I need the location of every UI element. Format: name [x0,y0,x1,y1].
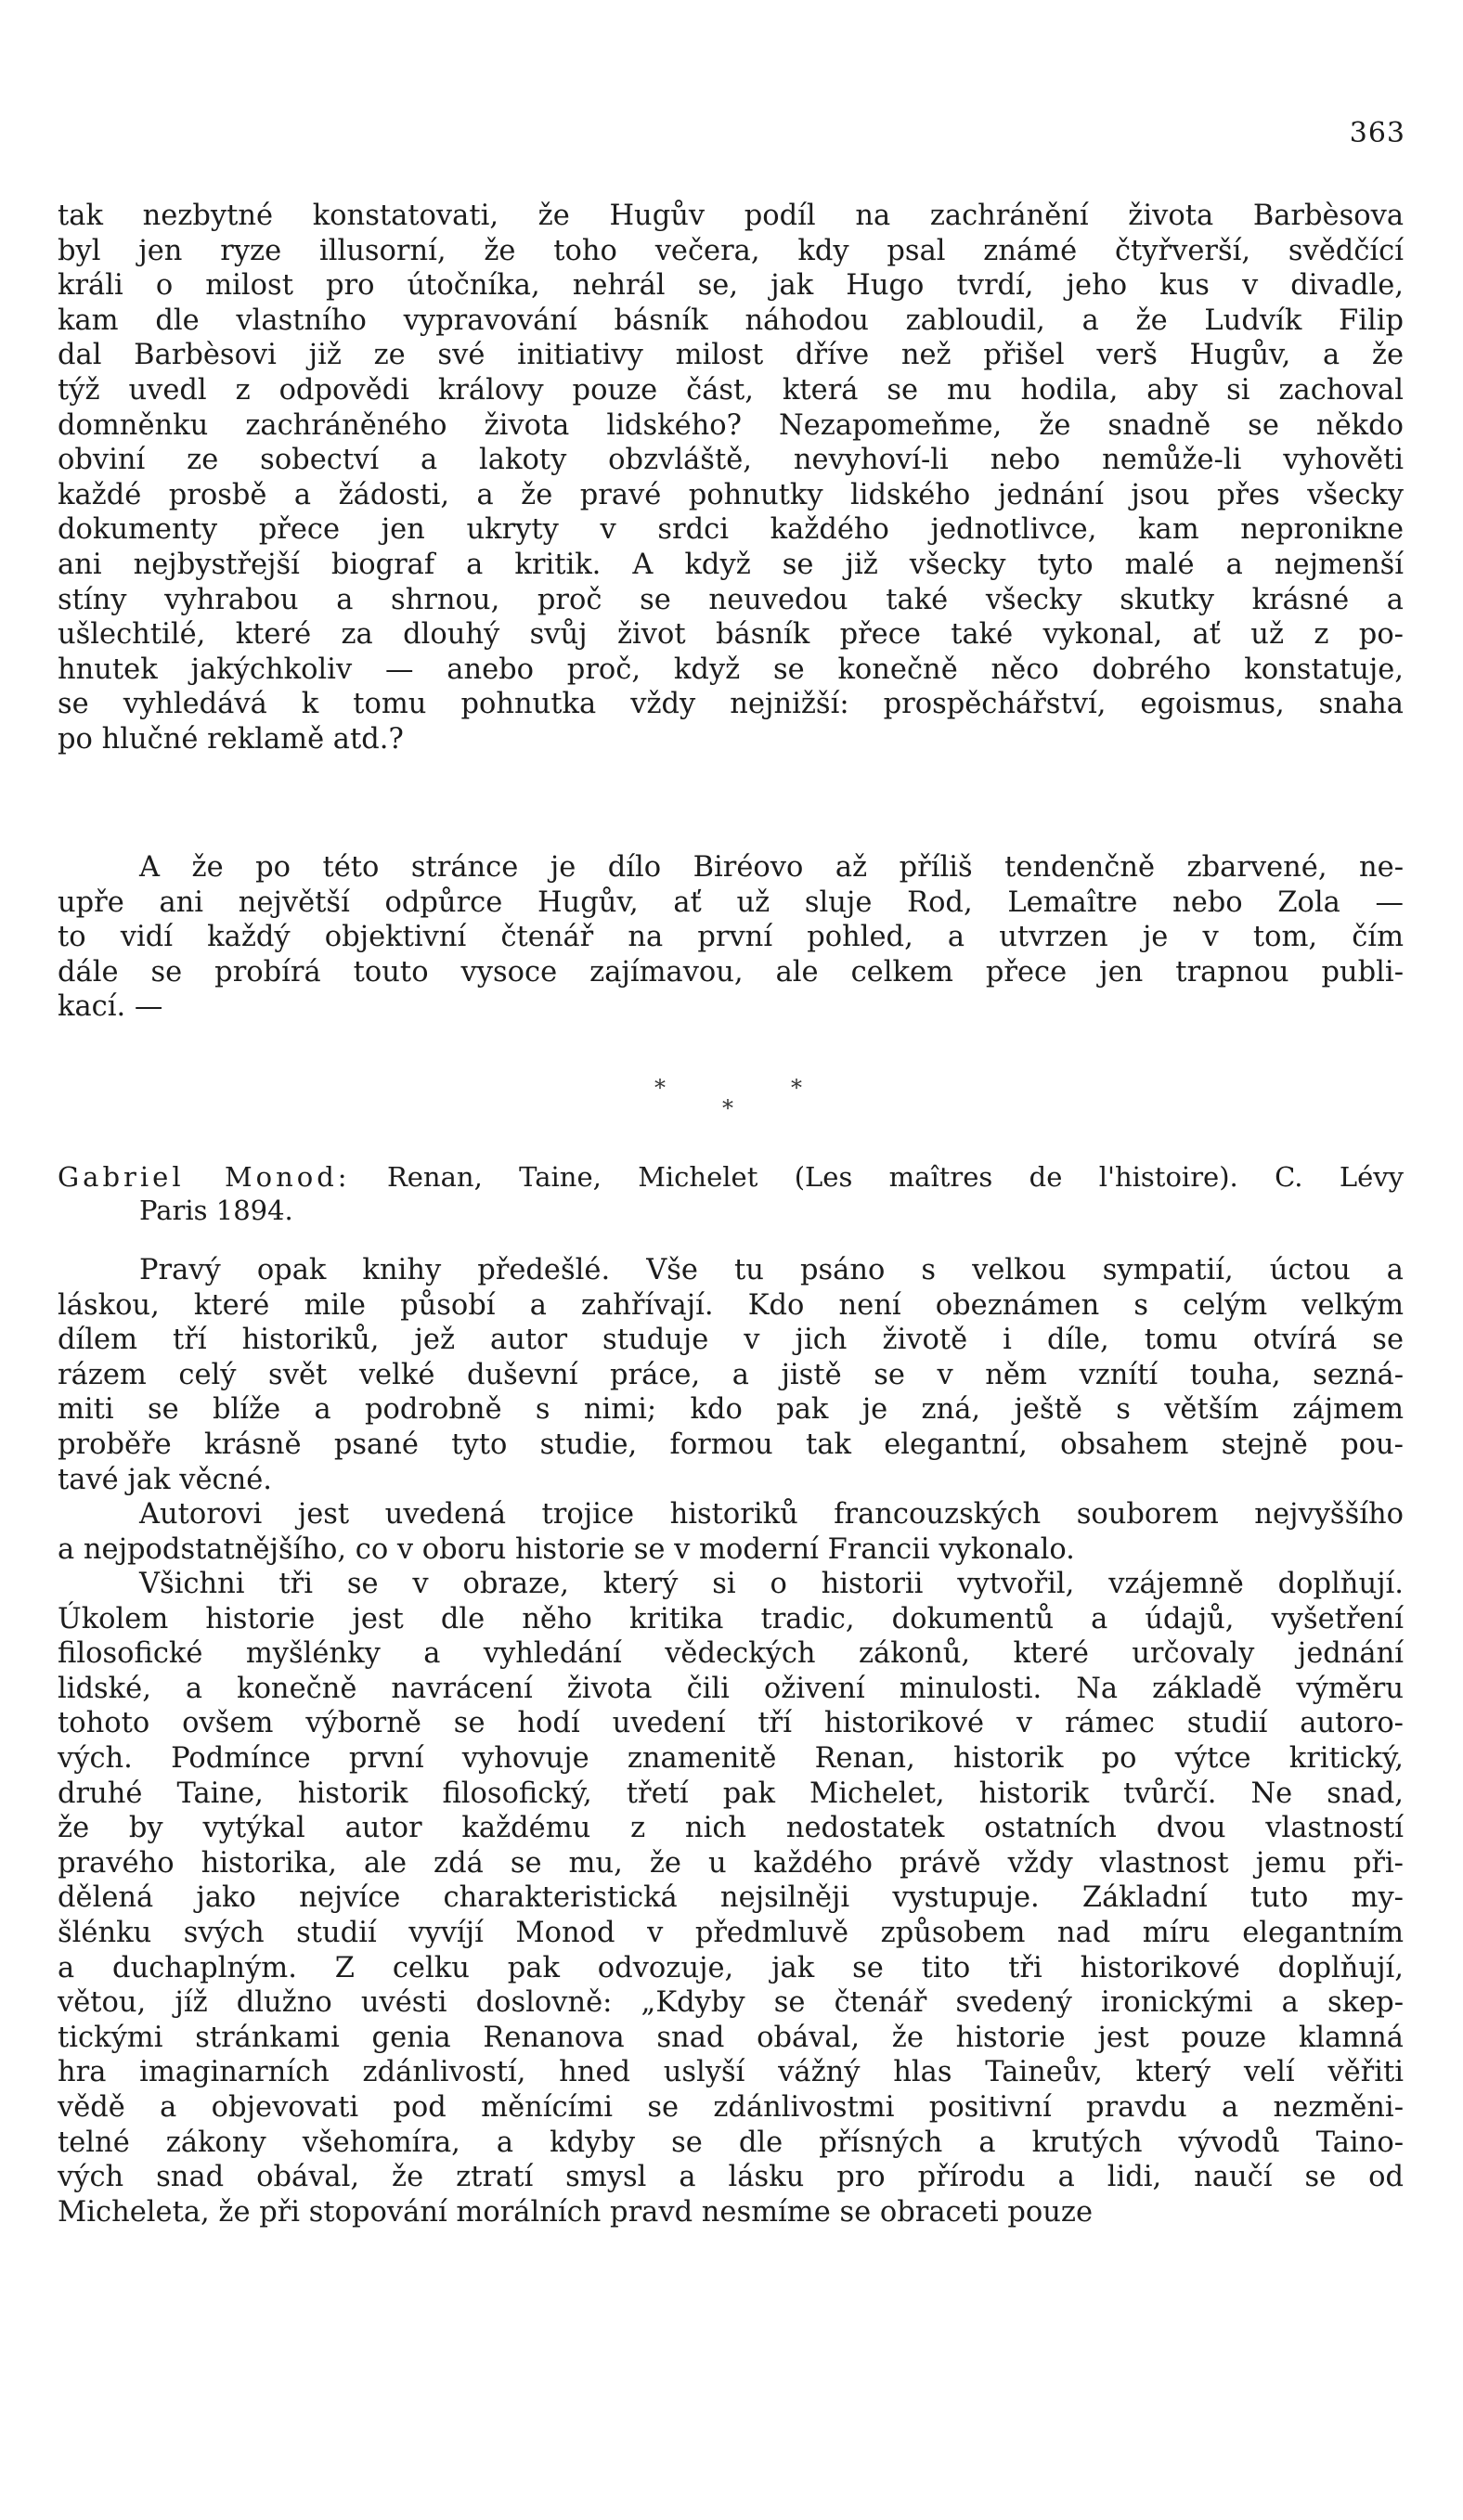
text-line: po hlučné reklamě atd.? [58,722,404,756]
text-line: stíny vyhrabou a shrnou, proč se neuvedou také všecky skutky krásné a [58,583,1404,616]
paragraph-monod-intro [58,1253,1404,1497]
text-line: Úkolem historie jest dle něho kritika tradic, dokumentů a údajů, vyšetření [58,1602,1404,1635]
text-line: a duchaplným. Z celku pak odvozuje, jak se tito tři historikové doplňují, [58,1951,1404,1984]
text-line: láskou, které mile působí a zahřívají. Kdo není obeznámen s celým velkým [58,1288,1404,1322]
paragraph-trio [58,1497,1404,1567]
text-line: každé prosbě a žádosti, a že pravé pohnutky lidského jednání jsou přes všecky [58,478,1404,511]
separator-star: * [791,1075,802,1101]
text-line: druhé Taine, historik filosofický, třetí pak Michelet, historik tvůrčí. Ne snad, [58,1777,1404,1810]
bibliography-place: Paris 1894. [139,1195,293,1226]
text-line: hnutek jakýchkoliv — anebo proč, když se konečně něco dobrého konstatuje, [58,653,1404,686]
text-line: tavé jak věcné. [58,1463,272,1496]
text-line: vědě a objevovati pod měnícími se zdánlivostmi positivní pravdu a nezměni- [58,2090,1404,2124]
text-line: Pravý opak knihy předešlé. Vše tu psáno s velkou sympatií, úctou a [139,1254,1404,1286]
text-line: A že po této stránce je dílo Biréovo až příliš tendenčně zbarvené, ne- [139,851,1404,884]
text-line: tohoto ovšem výborně se hodí uvedení tří historikové v rámec studií autoro- [58,1707,1404,1740]
text-line: lidské, a konečně navrácení života čili oživení minulosti. Na základě výměru [58,1672,1404,1705]
page-number: 363 [1349,117,1405,149]
text-line: upře ani největší odpůrce Hugův, ať už sluje Rod, Lemaître nebo Zola — [58,885,1404,919]
text-line: miti se blíže a podrobně s nimi; kdo pak je zná, ještě s větším zájmem [58,1393,1404,1427]
bibliography-title: Renan, Taine, Michelet (Les maîtres de l'histoire). C. Lévy [386,1161,1405,1193]
text-line: vých snad obával, že ztratí smysl a lásku pro přírodu a lidi, naučí se od [58,2161,1404,2194]
text-line: Autorovi jest uvedená trojice historiků francouzských souborem nejvyššího [139,1498,1404,1531]
text-line: kam dle vlastního vypravování básník náhodou zabloudil, a že Ludvík Filip [58,304,1404,337]
text-line: byl jen ryze illusorní, že toho večera, kdy psal známé čtyřverší, svědčící [58,234,1404,267]
bibliography-line [58,1160,1404,1194]
text-line: dělená jako nejvíce charakteristická nejsilněji vystupuje. Základní tuto my- [58,1881,1404,1915]
text-line: proběře krásně psané tyto studie, formou tak elegantní, obsahem stejně pou- [58,1428,1404,1461]
text-line: větou, jíž dlužno uvésti doslovně: „Kdyby se čtenář svedený ironickými a skep- [58,1986,1404,2020]
text-line: tickými stránkami genia Renanova snad obával, že historie jest pouze klamná [58,2021,1404,2054]
text-line: dokumenty přece jen ukryty v srdci každého jednotlivce, kam nepronikne [58,513,1404,547]
bibliographic-entry [58,1160,1404,1227]
text-line: Všichni tři se v obraze, který si o historii vytvořil, vzájemně doplňují. [139,1568,1404,1600]
text-line: hra imaginarních zdánlivostí, hned uslyší vážný hlas Taineův, který velí věřiti [58,2056,1404,2089]
text-line: dal Barbèsovi již ze své initiativy milost dříve než přišel verš Hugův, a že [58,339,1404,372]
text-line: týž uvedl z odpovědi královy pouze část, která se mu hodila, aby si zachoval [58,373,1404,407]
paragraph-historians [58,1567,1404,2229]
text-line: kací. — [58,990,163,1024]
text-line: rázem celý svět velké duševní práce, a jistě se v něm vznítí touha, sezná- [58,1358,1404,1391]
paragraph-bireo-conclusion [58,850,1404,1025]
text-line: to vidí každý objektivní čtenář na první pohled, a utvrzen je v tom, čím [58,921,1404,954]
text-line: a nejpodstatnějšího, co v oboru historie se v moderní Francii vykonalo. [58,1532,1075,1566]
text-line: obviní ze sobectví a lakoty obzvláště, nevyhoví-li nebo nemůže-li vyhověti [58,444,1404,477]
text-line: se vyhledává k tomu pohnutka vždy nejnižší: prospěchářství, egoismus, snaha [58,688,1404,721]
text-line: dále se probírá touto vysoce zajímavou, ale celkem přece jen trapnou publi- [58,955,1404,989]
text-line: tak nezbytné konstatovati, že Hugův podíl na zachránění života Barbèsova [58,200,1404,232]
paragraph-barbes-continuation [58,199,1404,757]
text-line: vých. Podmínce první vyhovuje znamenitě Renan, historik po výtce kritický, [58,1741,1404,1775]
bibliography-author: Gabriel Monod: [58,1161,351,1193]
separator-star: * [722,1095,733,1121]
text-line: domněnku zachráněného života lidského? Nezapomeňme, že snadně se někdo [58,408,1404,442]
text-line: Micheleta, že při stopování morálních pravd nesmíme se obraceti pouze [58,2195,1094,2229]
text-line: králi o milost pro útočníka, nehrál se, jak Hugo tvrdí, jeho kus v divadle, [58,269,1404,303]
text-line: ani nejbystřejší biograf a kritik. A když se již všecky tyto malé a nejmenší [58,548,1404,581]
text-line: filosofické myšlénky a vyhledání vědeckých zákonů, které určovaly jednání [58,1637,1404,1671]
text-line: dílem tří historiků, jež autor studuje v jich životě i díle, tomu otvírá se [58,1324,1404,1357]
text-line: telné zákony všehomíra, a kdyby se dle přísných a krutých vývodů Taino- [58,2126,1404,2159]
text-line: pravého historika, ale zdá se mu, že u každého právě vždy vlastnost jemu při- [58,1846,1404,1880]
text-line: že by vytýkal autor každému z nich nedostatek ostatních dvou vlastností [58,1812,1404,1845]
separator-star: * [654,1075,666,1101]
text-line: ušlechtilé, které za dlouhý svůj život básník přece také vykonal, ať už z po- [58,618,1404,652]
text-line: šlénku svých studií vyvíjí Monod v předmluvě způsobem nad míru elegantním [58,1916,1404,1949]
